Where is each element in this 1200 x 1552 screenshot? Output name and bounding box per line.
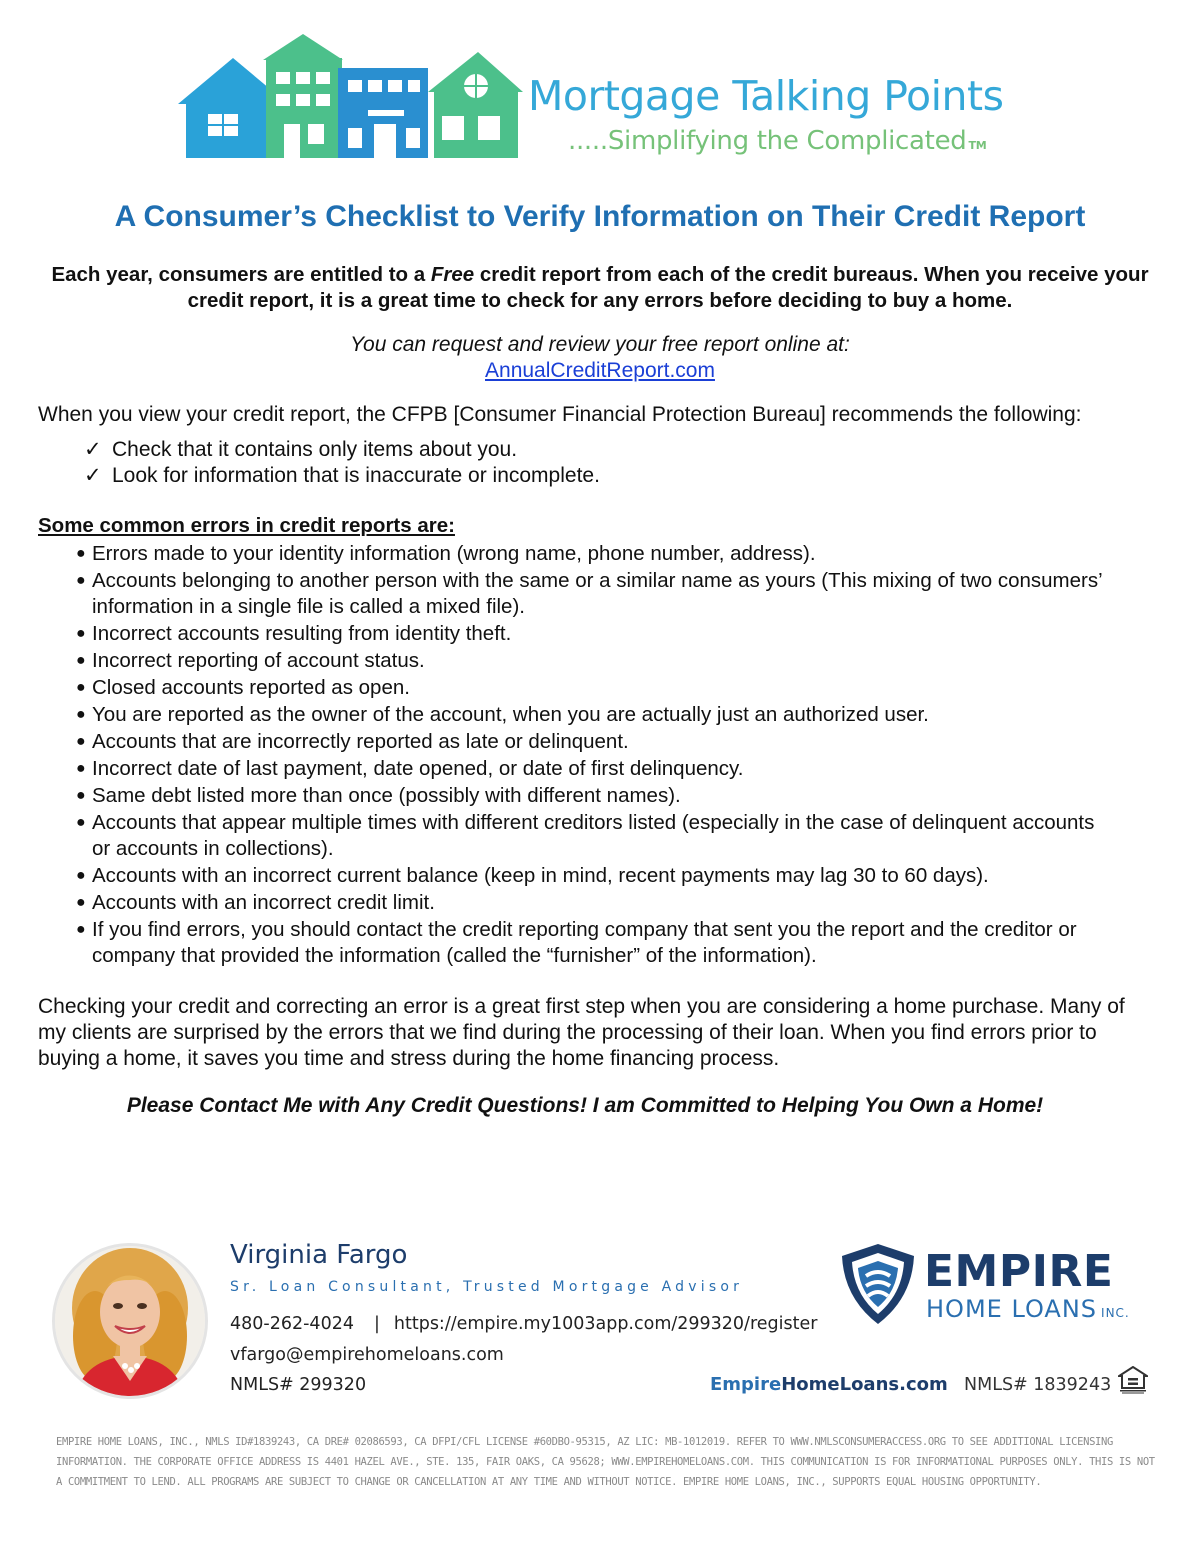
- loan-officer-role: Sr. Loan Consultant, Trusted Mortgage Advisor: [230, 1279, 744, 1295]
- bullet-icon: ●: [76, 814, 86, 831]
- bullet-icon: ●: [76, 545, 86, 562]
- empire-wordmark: EMPIRE: [924, 1246, 1114, 1297]
- company-nmls: NMLS# 1839243: [964, 1375, 1112, 1395]
- error-list-item: ● Accounts with an incorrect current balance (keep in mind, recent payments may lag 30 to 60 days).: [76, 864, 989, 887]
- cfpb-recommendation: When you view your credit report, the CFPB [Consumer Financial Protection Bureau] recommends the following:: [38, 403, 1082, 426]
- annual-credit-report-link[interactable]: AnnualCreditReport.com: [485, 359, 715, 382]
- error-list-item: ● Incorrect date of last payment, date opened, or date of first delinquency.: [76, 757, 744, 780]
- bullet-icon: ●: [76, 679, 86, 696]
- bullet-icon: ●: [76, 652, 86, 669]
- error-list-item: ● Accounts belonging to another person with the same or a similar name as yours (This mixing of two consumers’ information in a single file is called a mixed file).: [76, 569, 1102, 618]
- bullet-icon: ●: [76, 760, 86, 777]
- error-list-item: ● Accounts that appear multiple times with different creditors listed (especially in the case of delinquent accounts or accounts in collections).: [76, 811, 1095, 860]
- errors-heading: Some common errors in credit reports are:: [38, 514, 455, 537]
- bullet-icon: ●: [76, 894, 86, 911]
- annual-credit-report-link-row: [0, 358, 1200, 384]
- bullet-icon: ●: [76, 625, 86, 642]
- portrait-icon: [55, 1246, 205, 1396]
- error-list-item: ● Accounts that are incorrectly reported as late or delinquent.: [76, 730, 629, 753]
- error-list-item: ● Same debt listed more than once (possibly with different names).: [76, 784, 681, 807]
- contact-me-line: Please Contact Me with Any Credit Questions! I am Committed to Helping You Own a Home!: [126, 1094, 1044, 1117]
- loan-officer-nmls: NMLS# 299320: [230, 1375, 367, 1395]
- legal-disclaimer: EMPIRE HOME LOANS, INC., NMLS ID#1839243, CA DRE# 02086593, CA DFPI/CFL LICENSE #60DBO-95315, AZ LIC: MB-1012019. REFER TO WWW.NMLSCONSUMERACCESS.ORG TO SEE ADDITIONAL LICENSING INFORMATION. THE CORPORATE OFFICE ADDRESS IS 4401 HAZEL AVE., STE. 135, FAIR OAKS, CA 95628; WWW.EMPIREHOMELOANS.COM. THIS COMMUNICATION IS FOR INFORMATIONAL PURPOSES ONLY. THIS IS NOT A COMMITMENT TO LEND. ALL PROGRAMS ARE SUBJECT TO CHANGE OR CANCELLATION AT ANY TIME AND WITHOUT NOTICE. EMPIRE HOME LOANS, INC., SUPPORTS EQUAL HOUSING OPPORTUNITY.: [56, 1436, 1155, 1488]
- request-text: You can request and review your free report online at:: [350, 333, 850, 356]
- brand-tagline: .....Simplifying the Complicated TM: [568, 126, 987, 156]
- loan-officer-phone[interactable]: 480-262-4024: [230, 1314, 354, 1334]
- error-list-item: ● Incorrect reporting of account status.: [76, 649, 425, 672]
- bullet-icon: ●: [76, 733, 86, 750]
- error-list-item: ● Incorrect accounts resulting from identity theft.: [76, 622, 512, 645]
- houses-logo-icon: [178, 32, 523, 160]
- loan-officer-name: Virginia Fargo: [230, 1240, 408, 1270]
- contact-row: [230, 1314, 817, 1334]
- document-title: A Consumer’s Checklist to Verify Information on Their Credit Report: [114, 200, 1086, 233]
- contact-separator: |: [373, 1314, 380, 1334]
- empire-subwordmark: HOME LOANS INC.: [926, 1295, 1130, 1323]
- checklist-item: ✓ Check that it contains only items about you.: [84, 438, 518, 461]
- common-errors-list: [76, 541, 1106, 970]
- cfpb-checklist: [84, 437, 600, 489]
- error-list-item: ● You are reported as the owner of the account, when you are actually just an authorized user.: [76, 703, 929, 726]
- mortgage-talking-points-logo: [178, 32, 1008, 162]
- error-list-item: ● Errors made to your identity information (wrong name, phone number, address).: [76, 542, 816, 565]
- bullet-icon: ●: [76, 867, 86, 884]
- loan-officer-email[interactable]: vfargo@empirehomeloans.com: [230, 1345, 504, 1365]
- trademark-mark: TM: [968, 139, 987, 152]
- empire-home-loans-logo: [836, 1242, 1156, 1328]
- shield-icon: [836, 1242, 920, 1326]
- bullet-icon: ●: [76, 787, 86, 804]
- closing-paragraph: Checking your credit and correcting an error is a great first step when you are considering a home purchase. Many of my clients are surprised by the errors that we find during the processing of their loan. When you find errors prior to buying a home, it saves you time and stress during the home financing process.: [38, 995, 1125, 1070]
- equal-housing-icon: [1118, 1366, 1148, 1394]
- checkmark-icon: ✓: [84, 438, 102, 461]
- company-website[interactable]: EmpireHomeLoans.com: [710, 1374, 948, 1395]
- error-list-item: ● Closed accounts reported as open.: [76, 676, 410, 699]
- application-url[interactable]: https://empire.my1003app.com/299320/register: [393, 1314, 818, 1334]
- brand-title: Mortgage Talking Points: [528, 72, 1004, 120]
- loan-officer-avatar: [52, 1243, 208, 1399]
- checklist-item: ✓ Look for information that is inaccurate or incomplete.: [84, 464, 600, 487]
- checkmark-icon: ✓: [84, 464, 102, 487]
- bullet-icon: ●: [76, 572, 86, 589]
- error-list-item: ● Accounts with an incorrect credit limit.: [76, 891, 435, 914]
- intro-paragraph: Each year, consumers are entitled to a Free credit report from each of the credit bureaus. When you receive your credit report, it is a great time to check for any errors before deciding to buy a home.: [51, 263, 1149, 312]
- bullet-icon: ●: [76, 706, 86, 723]
- bullet-icon: ●: [76, 921, 86, 938]
- error-list-item: ● If you find errors, you should contact the credit reporting company that sent you the report and the creditor or company that provided the information (called the “furnisher” of the information).: [76, 918, 1077, 967]
